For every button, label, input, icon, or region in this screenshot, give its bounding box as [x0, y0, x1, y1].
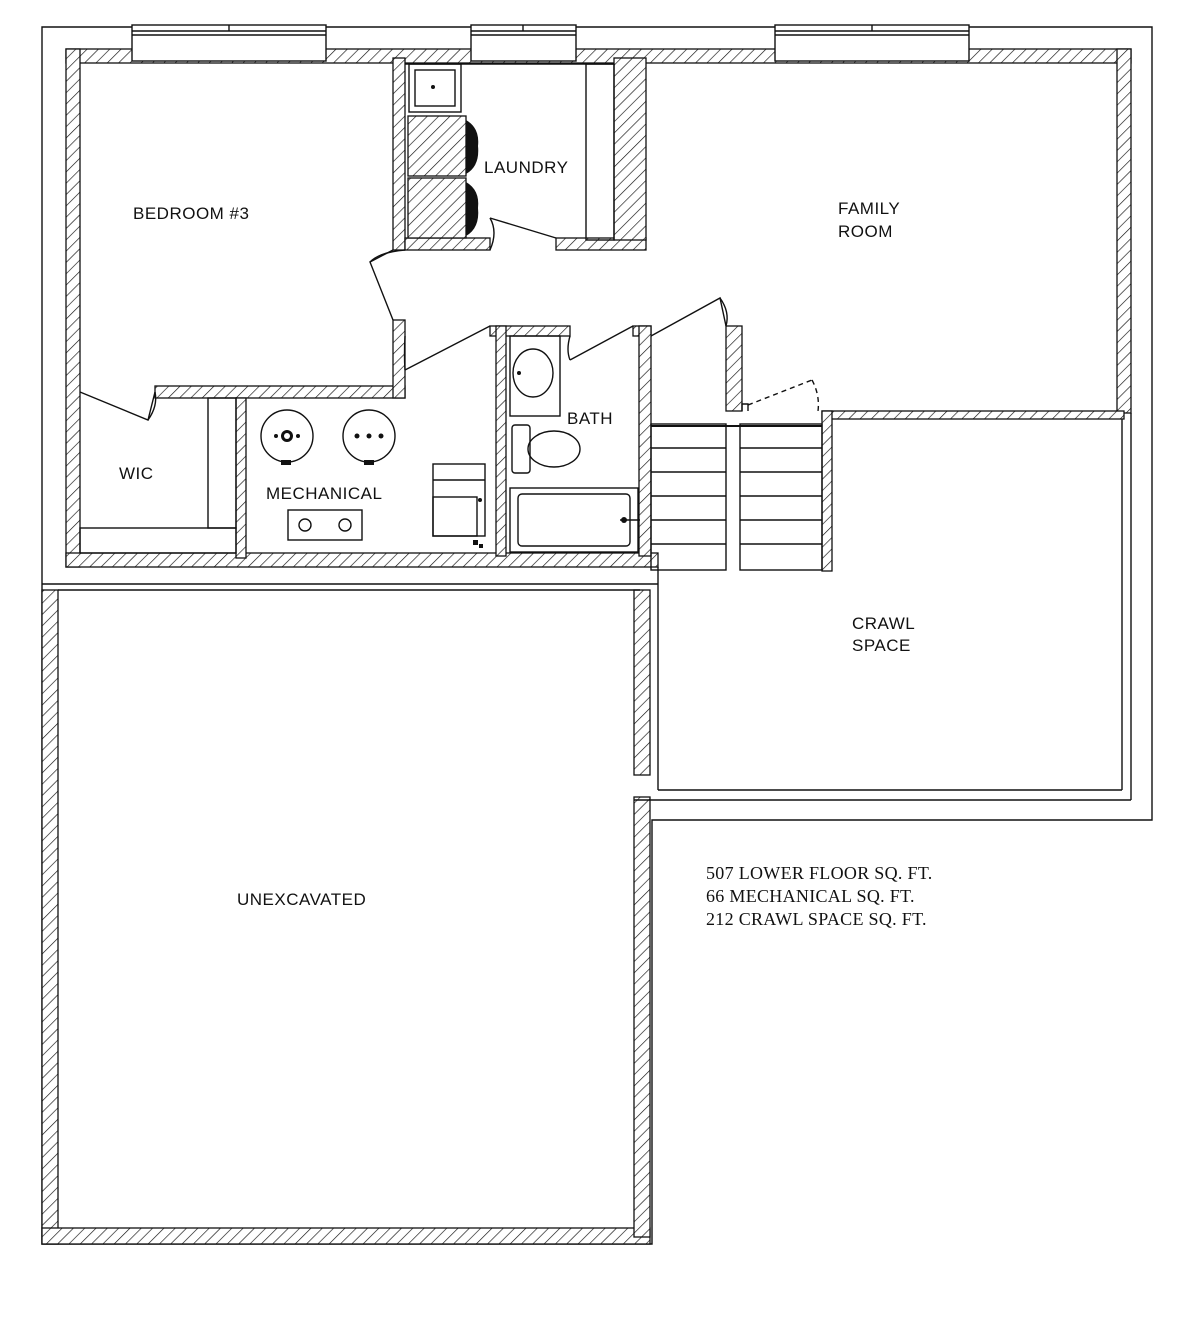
- mechanical-equipment: [261, 410, 485, 548]
- interior-walls: [42, 58, 1124, 1244]
- vanity-sink-icon: [510, 336, 560, 416]
- room-label-mechanical: MECHANICAL: [266, 484, 383, 503]
- room-label-crawl-line2: SPACE: [852, 636, 911, 655]
- room-label-crawl-line1: CRAWL: [852, 614, 916, 633]
- room-label-unexcavated: UNEXCAVATED: [237, 890, 367, 909]
- room-label-wic: WIC: [119, 464, 154, 483]
- stairs: [651, 424, 822, 570]
- room-label-bedroom3: BEDROOM #3: [133, 204, 250, 223]
- room-label-family-line2: ROOM: [838, 222, 893, 241]
- crawl-access-door: [742, 380, 818, 411]
- laundry-fixtures: [405, 64, 614, 240]
- exterior-walls: [66, 49, 1131, 567]
- bathtub-icon: [510, 488, 640, 552]
- washer: [408, 116, 466, 176]
- window-bedroom: [132, 25, 326, 61]
- laundry-shelf: [586, 64, 614, 240]
- window-family-room: [775, 25, 969, 61]
- room-label-laundry: LAUNDRY: [484, 158, 569, 177]
- wic-shelving: [80, 398, 236, 553]
- area-note-lower-floor: 507 LOWER FLOOR SQ. FT.: [706, 863, 933, 883]
- water-heater-icon: [261, 410, 313, 465]
- dryer: [408, 178, 466, 238]
- sump-pump-icon: [288, 510, 362, 540]
- unexcavated-top-wall: [42, 584, 658, 590]
- furnace-icon: [433, 464, 485, 548]
- room-label-bath: BATH: [567, 409, 614, 428]
- area-note-mechanical: 66 MECHANICAL SQ. FT.: [706, 886, 915, 906]
- area-note-crawl-space: 212 CRAWL SPACE SQ. FT.: [706, 909, 927, 929]
- room-label-family-line1: FAMILY: [838, 199, 901, 218]
- bath-fixtures: [510, 336, 640, 552]
- utility-sink: [409, 64, 461, 112]
- water-softener-icon: [343, 410, 395, 465]
- crawl-space-walls: [634, 413, 1131, 800]
- window-laundry: [471, 25, 576, 61]
- windows: [132, 25, 969, 61]
- toilet-icon: [512, 425, 580, 473]
